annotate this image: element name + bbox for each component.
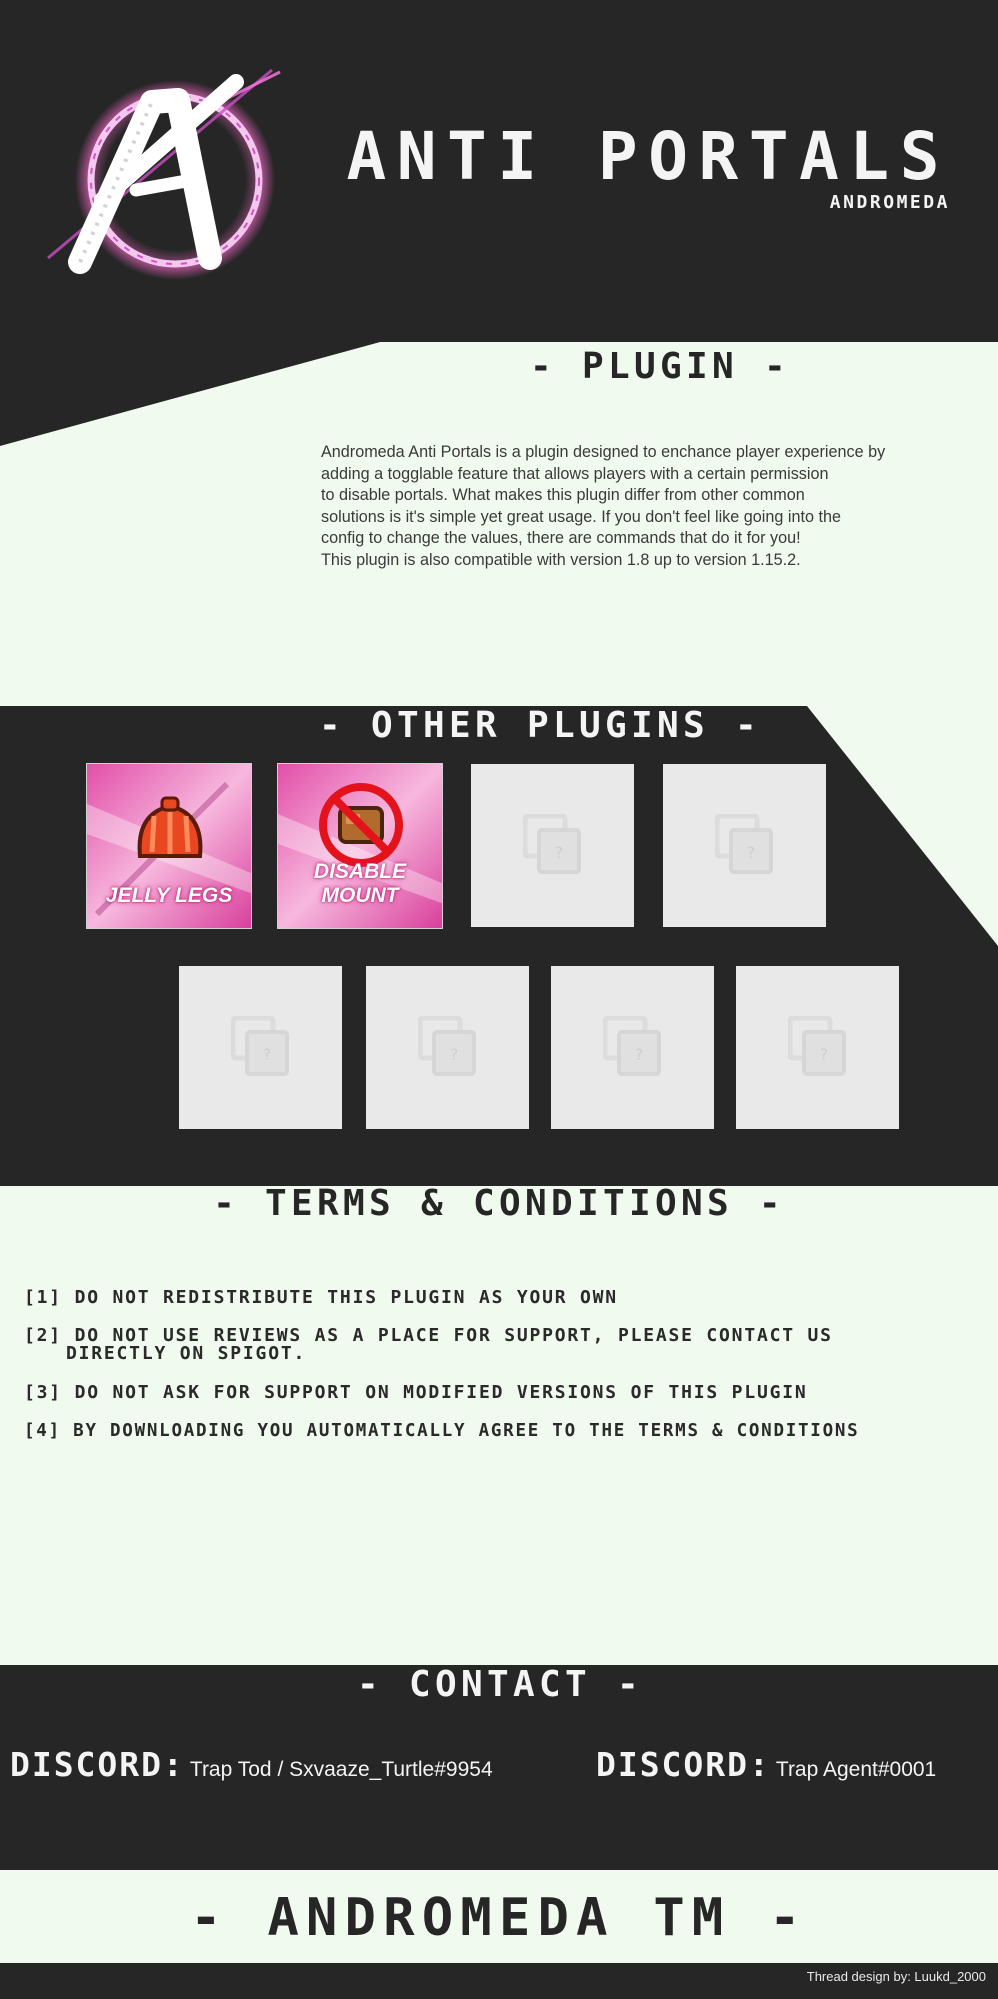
svg-text:?: ? <box>449 1045 459 1064</box>
svg-text:?: ? <box>554 843 564 862</box>
description-line: Andromeda Anti Portals is a plugin designed to enchance player experience by <box>321 443 886 461</box>
term-text: DO NOT ASK FOR SUPPORT ON MODIFIED VERSIONS OF THIS PLUGIN <box>74 1382 808 1403</box>
image-placeholder-icon <box>231 1016 291 1078</box>
svg-text:?: ? <box>819 1045 829 1064</box>
term-number: [3] <box>24 1382 62 1403</box>
app-title: ANTI PORTALS <box>346 118 950 195</box>
term-text: DO NOT REDISTRIBUTE THIS PLUGIN AS YOUR OWN <box>74 1287 618 1308</box>
image-placeholder-icon <box>603 1016 663 1078</box>
image-placeholder-icon <box>523 814 583 876</box>
description-line: solutions is it's simple yet great usage. If you don't feel like going into the <box>321 507 841 526</box>
plugin-heading: - PLUGIN - <box>530 346 790 387</box>
image-placeholder-icon <box>418 1016 478 1078</box>
term-text-continued: DIRECTLY ON SPIGOT. <box>66 1343 307 1364</box>
term-text: DO NOT USE REVIEWS AS A PLACE FOR SUPPORT, PLEASE CONTACT US <box>74 1325 833 1346</box>
discord-label: DISCORD: <box>10 1745 185 1784</box>
tile-label: DISABLE MOUNT <box>313 860 407 907</box>
image-placeholder-icon <box>788 1016 848 1078</box>
svg-text:?: ? <box>634 1045 644 1064</box>
contact-entry <box>10 1745 493 1784</box>
plugin-tile-placeholder[interactable] <box>179 966 342 1129</box>
description-line: This plugin is also compatible with version 1.8 up to version 1.15.2. <box>321 550 801 569</box>
description-line: to disable portals. What makes this plugin differ from other common <box>321 486 805 504</box>
description-line: config to change the values, there are commands that do it for you! <box>321 529 801 547</box>
contact-entry <box>596 1745 936 1784</box>
svg-text:?: ? <box>262 1045 272 1064</box>
term-number: [4] <box>24 1421 61 1441</box>
no-saddle-icon <box>316 780 406 870</box>
term-item <box>24 1289 984 1307</box>
plugin-tile-placeholder[interactable] <box>736 966 899 1129</box>
discord-handle[interactable]: Trap Agent#0001 <box>775 1758 937 1781</box>
plugin-tile-placeholder[interactable] <box>366 966 529 1129</box>
anti-portals-logo <box>40 62 300 290</box>
term-text: BY DOWNLOADING YOU AUTOMATICALLY AGREE TO THE TERMS & CONDITIONS <box>73 1421 860 1441</box>
terms-heading: - TERMS & CONDITIONS - <box>213 1183 785 1224</box>
other-plugins-heading: - OTHER PLUGINS - <box>319 705 761 746</box>
term-item <box>24 1327 984 1363</box>
plugin-tile-placeholder[interactable] <box>471 764 634 927</box>
plugin-tile-disable-mount[interactable] <box>277 763 443 929</box>
design-credit: Thread design by: Luukd_2000 <box>806 1969 986 1984</box>
term-item <box>24 1384 984 1402</box>
contact-heading: - CONTACT - <box>357 1664 643 1705</box>
plugin-tile-placeholder[interactable] <box>551 966 714 1129</box>
plugin-tile-jelly-legs[interactable] <box>86 763 252 929</box>
description-line: adding a togglable feature that allows players with a certain permission <box>321 464 829 483</box>
discord-label: DISCORD: <box>596 1745 771 1784</box>
term-number: [2] <box>24 1325 62 1346</box>
image-placeholder-icon <box>715 814 775 876</box>
term-number: [1] <box>24 1287 62 1308</box>
discord-handle[interactable]: Trap Tod / Sxvaaze_Turtle#9954 <box>189 1758 493 1781</box>
plugin-tile-placeholder[interactable] <box>663 764 826 927</box>
plugin-description <box>321 442 961 571</box>
app-subtitle: ANDROMEDA <box>829 192 950 213</box>
tile-label: JELLY LEGS <box>105 884 233 907</box>
jelly-icon <box>132 794 208 864</box>
svg-text:?: ? <box>746 843 756 862</box>
term-item <box>24 1422 984 1440</box>
footer-brand: - ANDROMEDA TM - <box>190 1888 808 1948</box>
